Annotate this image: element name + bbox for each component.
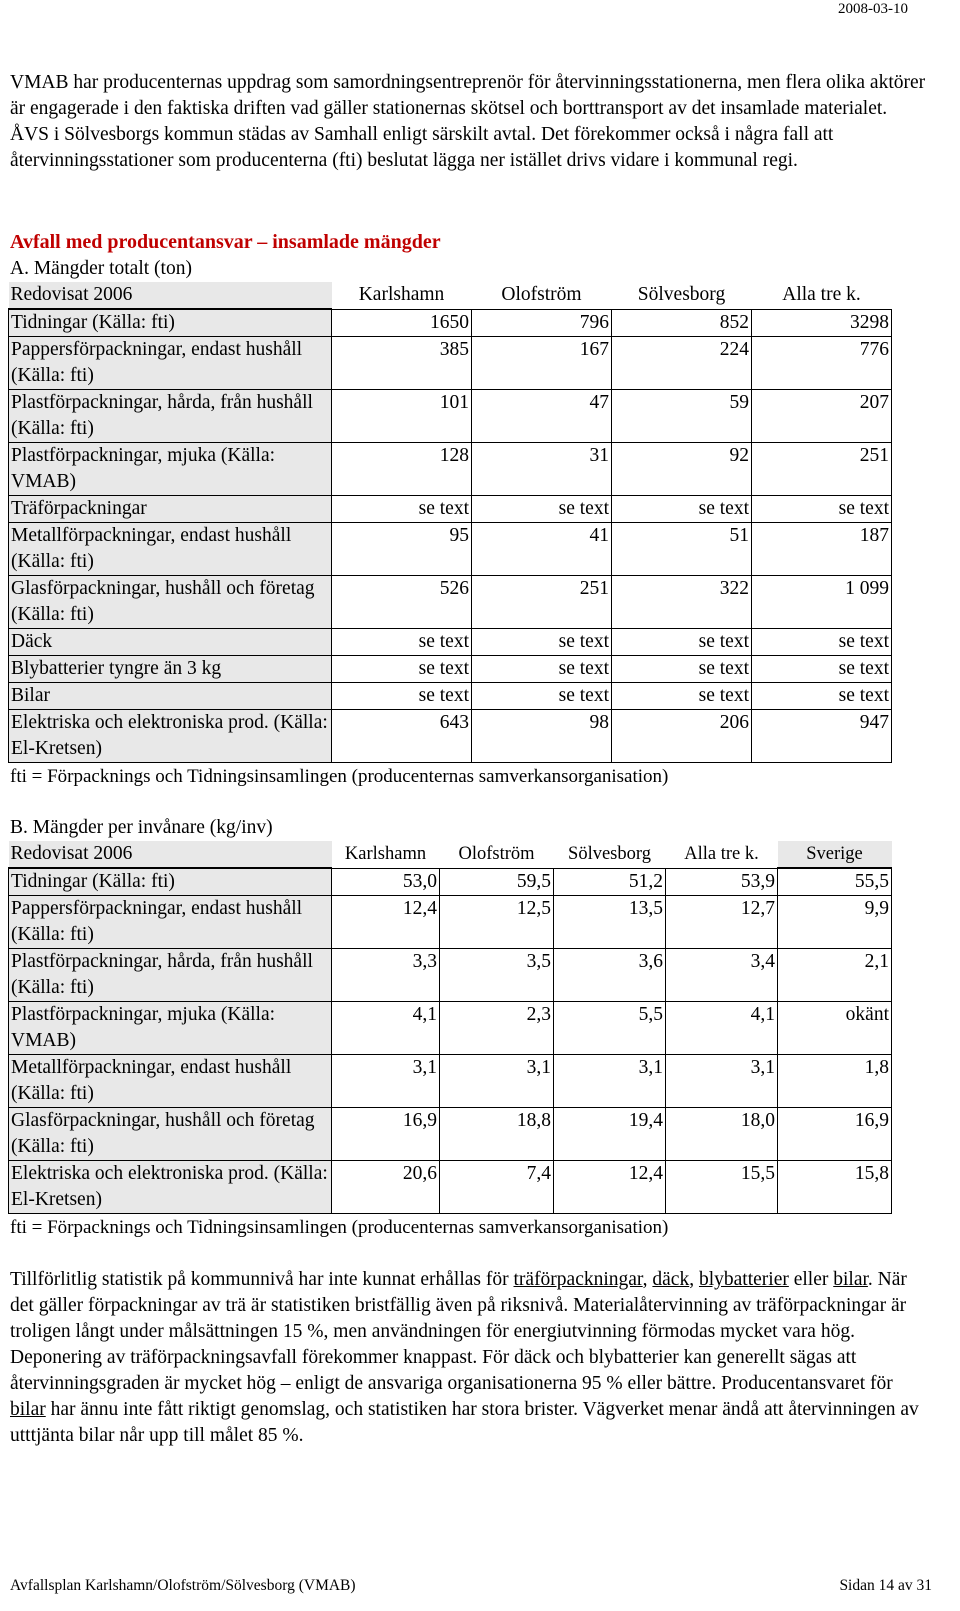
table-cell: 167 xyxy=(472,337,612,390)
table-row xyxy=(9,683,892,710)
table-a-column-header: Sölvesborg xyxy=(637,284,726,305)
table-cell: se text xyxy=(612,656,752,683)
table-row xyxy=(9,1161,892,1214)
table-cell: 53,0 xyxy=(332,868,440,896)
section-heading: Avfall med producentansvar – insamlade mängder xyxy=(10,231,441,253)
row-label: Plastförpackningar, hårda, från hushåll (Källa: fti) xyxy=(9,949,332,1002)
intro-paragraph: VMAB har producenternas uppdrag som samordningsentreprenör för återvinningsstationerna, men flera olika aktörer är engagerade i den faktiska driften vad gäller stationernas skötsel och borttransport av det insamlade materialet. ÅVS i Sölvesborgs kommun städas av Samhall enligt särskilt avtal. Det förekommer också i några fall att återvinningsstationer som producenterna (fti) beslutat lägga ner istället drivs vidare i kommunal regi. xyxy=(10,72,926,171)
table-cell: 5,5 xyxy=(554,1002,666,1055)
closing-text-3: , xyxy=(689,1269,699,1290)
table-row xyxy=(9,1055,892,1108)
table-cell: 1,8 xyxy=(778,1055,892,1108)
row-label: Elektriska och elektroniska prod. (Källa: El-Kretsen) xyxy=(9,1161,332,1214)
table-b-column-header: Alla tre k. xyxy=(684,844,759,864)
table-a-note: fti = Förpacknings och Tidningsinsamlingen (producenternas samverkansorganisation) xyxy=(10,766,669,787)
table-cell: 31 xyxy=(472,443,612,496)
table-cell: 776 xyxy=(752,337,892,390)
table-cell: 3,6 xyxy=(554,949,666,1002)
row-label: Blybatterier tyngre än 3 kg xyxy=(9,656,332,683)
closing-text-5: . När det gäller förpackningar av trä är statistiken bristfällig även på riksnivå. Materialåtervinning av träförpackningar är troligen långt under målsättningen 15 %, men användningen för energiutvinning förmodas mycket vara hög. Deponering av träförpackningsavfall förekommer knappast. För däck och blybatterier kan generellt sägas att återvinningsgraden är mycket hög – enligt de ansvariga organisationerna 95 % eller bättre. Producentansvaret för xyxy=(10,1269,907,1394)
closing-text-4: eller xyxy=(788,1269,834,1290)
table-cell: 3,3 xyxy=(332,949,440,1002)
table-cell: 59 xyxy=(612,390,752,443)
table-a-column-header: Karlshamn xyxy=(358,284,445,305)
row-label: Däck xyxy=(9,629,332,656)
closing-text-6: har ännu inte fått riktigt genomslag, och statistiken har stora brister. Vägverket menar ändå att återvinningen av utttjänta bilar når upp till målet 85 %. xyxy=(10,1399,919,1446)
table-cell: se text xyxy=(612,629,752,656)
row-label: Tidningar (Källa: fti) xyxy=(9,309,332,337)
table-cell: 1650 xyxy=(332,309,472,337)
table-cell: 18,8 xyxy=(440,1108,554,1161)
link-bilar[interactable]: bilar xyxy=(833,1269,868,1290)
table-cell: 852 xyxy=(612,309,752,337)
table-cell: 92 xyxy=(612,443,752,496)
table-cell: 2,1 xyxy=(778,949,892,1002)
table-cell: se text xyxy=(612,683,752,710)
table-b-column-header: Sverige xyxy=(778,841,892,868)
table-cell: se text xyxy=(612,496,752,523)
table-cell: 206 xyxy=(612,710,752,763)
row-label: Plastförpackningar, mjuka (Källa: VMAB) xyxy=(9,1002,332,1055)
row-label: Pappersförpackningar, endast hushåll (Källa: fti) xyxy=(9,337,332,390)
table-cell: 1 099 xyxy=(752,576,892,629)
table-cell: 3,1 xyxy=(332,1055,440,1108)
row-label: Plastförpackningar, mjuka (Källa: VMAB) xyxy=(9,443,332,496)
table-b-header-row xyxy=(9,841,892,868)
footer-right: Sidan 14 av 31 xyxy=(839,1577,932,1594)
table-cell: 12,4 xyxy=(332,896,440,949)
table-row xyxy=(9,1108,892,1161)
table-cell: 12,4 xyxy=(554,1161,666,1214)
table-cell: 643 xyxy=(332,710,472,763)
row-label: Metallförpackningar, endast hushåll (Källa: fti) xyxy=(9,1055,332,1108)
row-label: Tidningar (Källa: fti) xyxy=(9,868,332,896)
table-cell: se text xyxy=(752,496,892,523)
row-label: Bilar xyxy=(9,683,332,710)
closing-text-1: Tillförlitlig statistik på kommunnivå har inte kunnat erhållas för xyxy=(10,1269,514,1290)
table-a-column-header: Alla tre k. xyxy=(782,284,861,305)
table-row xyxy=(9,443,892,496)
table-cell: 3298 xyxy=(752,309,892,337)
table-cell: 9,9 xyxy=(778,896,892,949)
table-row xyxy=(9,629,892,656)
table-a-title: A. Mängder totalt (ton) xyxy=(10,258,192,279)
table-cell: 53,9 xyxy=(666,868,778,896)
table-row xyxy=(9,710,892,763)
link-blybatterier[interactable]: blybatterier xyxy=(698,1269,789,1290)
table-cell: 187 xyxy=(752,523,892,576)
table-cell: 12,7 xyxy=(666,896,778,949)
table-cell: 15,8 xyxy=(778,1161,892,1214)
row-label: Pappersförpackningar, endast hushåll (Källa: fti) xyxy=(9,896,332,949)
table-cell: 98 xyxy=(472,710,612,763)
table-cell: 3,4 xyxy=(666,949,778,1002)
table-row xyxy=(9,949,892,1002)
table-row xyxy=(9,576,892,629)
table-row xyxy=(9,309,892,337)
table-cell: okänt xyxy=(778,1002,892,1055)
table-cell: 4,1 xyxy=(666,1002,778,1055)
table-cell: 20,6 xyxy=(332,1161,440,1214)
table-a xyxy=(8,282,892,763)
table-cell: 4,1 xyxy=(332,1002,440,1055)
table-row xyxy=(9,496,892,523)
table-cell: se text xyxy=(752,656,892,683)
table-cell: 18,0 xyxy=(666,1108,778,1161)
row-label: Träförpackningar xyxy=(9,496,332,523)
table-cell: 251 xyxy=(472,576,612,629)
link-bilar-2[interactable]: bilar xyxy=(10,1399,46,1420)
table-b-column-header: Karlshamn xyxy=(344,844,427,864)
closing-paragraph xyxy=(10,1267,930,1449)
table-a-column-header: Olofström xyxy=(501,284,582,305)
table-cell: 51 xyxy=(612,523,752,576)
table-cell: 101 xyxy=(332,390,472,443)
link-dack[interactable]: däck xyxy=(652,1269,690,1290)
row-label: Elektriska och elektroniska prod. (Källa: El-Kretsen) xyxy=(9,710,332,763)
table-b xyxy=(8,841,892,1214)
table-cell: 128 xyxy=(332,443,472,496)
table-cell: 16,9 xyxy=(332,1108,440,1161)
table-cell: se text xyxy=(332,629,472,656)
table-cell: 13,5 xyxy=(554,896,666,949)
table-b-column-header: Sölvesborg xyxy=(568,844,651,864)
table-row xyxy=(9,1002,892,1055)
table-cell: 3,1 xyxy=(554,1055,666,1108)
table-cell: 59,5 xyxy=(440,868,554,896)
table-cell: 224 xyxy=(612,337,752,390)
table-b-title: B. Mängder per invånare (kg/inv) xyxy=(10,817,273,838)
table-b-column-header: Redovisat 2006 xyxy=(9,841,332,868)
table-cell: 3,1 xyxy=(440,1055,554,1108)
row-label: Plastförpackningar, hårda, från hushåll (Källa: fti) xyxy=(9,390,332,443)
document-date: 2008-03-10 xyxy=(838,1,908,17)
table-cell: se text xyxy=(472,683,612,710)
table-cell: 41 xyxy=(472,523,612,576)
table-cell: 19,4 xyxy=(554,1108,666,1161)
table-cell: 251 xyxy=(752,443,892,496)
table-row xyxy=(9,656,892,683)
table-cell: 322 xyxy=(612,576,752,629)
table-cell: se text xyxy=(472,496,612,523)
table-cell: 95 xyxy=(332,523,472,576)
table-cell: 207 xyxy=(752,390,892,443)
table-row xyxy=(9,868,892,896)
table-cell: 47 xyxy=(472,390,612,443)
table-cell: 55,5 xyxy=(778,868,892,896)
footer-left: Avfallsplan Karlshamn/Olofström/Sölvesborg (VMAB) xyxy=(10,1577,356,1594)
table-cell: 3,5 xyxy=(440,949,554,1002)
link-traforpackningar[interactable]: träförpackningar xyxy=(513,1269,643,1290)
table-a-header-row xyxy=(9,282,892,309)
table-cell: 2,3 xyxy=(440,1002,554,1055)
table-cell: 796 xyxy=(472,309,612,337)
table-cell: se text xyxy=(332,496,472,523)
table-row xyxy=(9,896,892,949)
table-cell: se text xyxy=(752,683,892,710)
table-b-note: fti = Förpacknings och Tidningsinsamlingen (producenternas samverkansorganisation) xyxy=(10,1217,669,1238)
table-cell: 385 xyxy=(332,337,472,390)
table-cell: 51,2 xyxy=(554,868,666,896)
row-label: Glasförpackningar, hushåll och företag (Källa: fti) xyxy=(9,576,332,629)
table-cell: se text xyxy=(472,656,612,683)
table-cell: 7,4 xyxy=(440,1161,554,1214)
table-a-column-header: Redovisat 2006 xyxy=(9,282,332,309)
table-cell: se text xyxy=(472,629,612,656)
table-row xyxy=(9,390,892,443)
table-b-column-header: Olofström xyxy=(458,844,535,864)
table-cell: 3,1 xyxy=(666,1055,778,1108)
row-label: Glasförpackningar, hushåll och företag (Källa: fti) xyxy=(9,1108,332,1161)
table-cell: se text xyxy=(752,629,892,656)
table-cell: 526 xyxy=(332,576,472,629)
closing-text-2: , xyxy=(642,1269,653,1290)
table-cell: 16,9 xyxy=(778,1108,892,1161)
table-cell: 15,5 xyxy=(666,1161,778,1214)
table-cell: 947 xyxy=(752,710,892,763)
row-label: Metallförpackningar, endast hushåll (Källa: fti) xyxy=(9,523,332,576)
table-cell: 12,5 xyxy=(440,896,554,949)
table-row xyxy=(9,337,892,390)
table-row xyxy=(9,523,892,576)
table-cell: se text xyxy=(332,656,472,683)
table-cell: se text xyxy=(332,683,472,710)
